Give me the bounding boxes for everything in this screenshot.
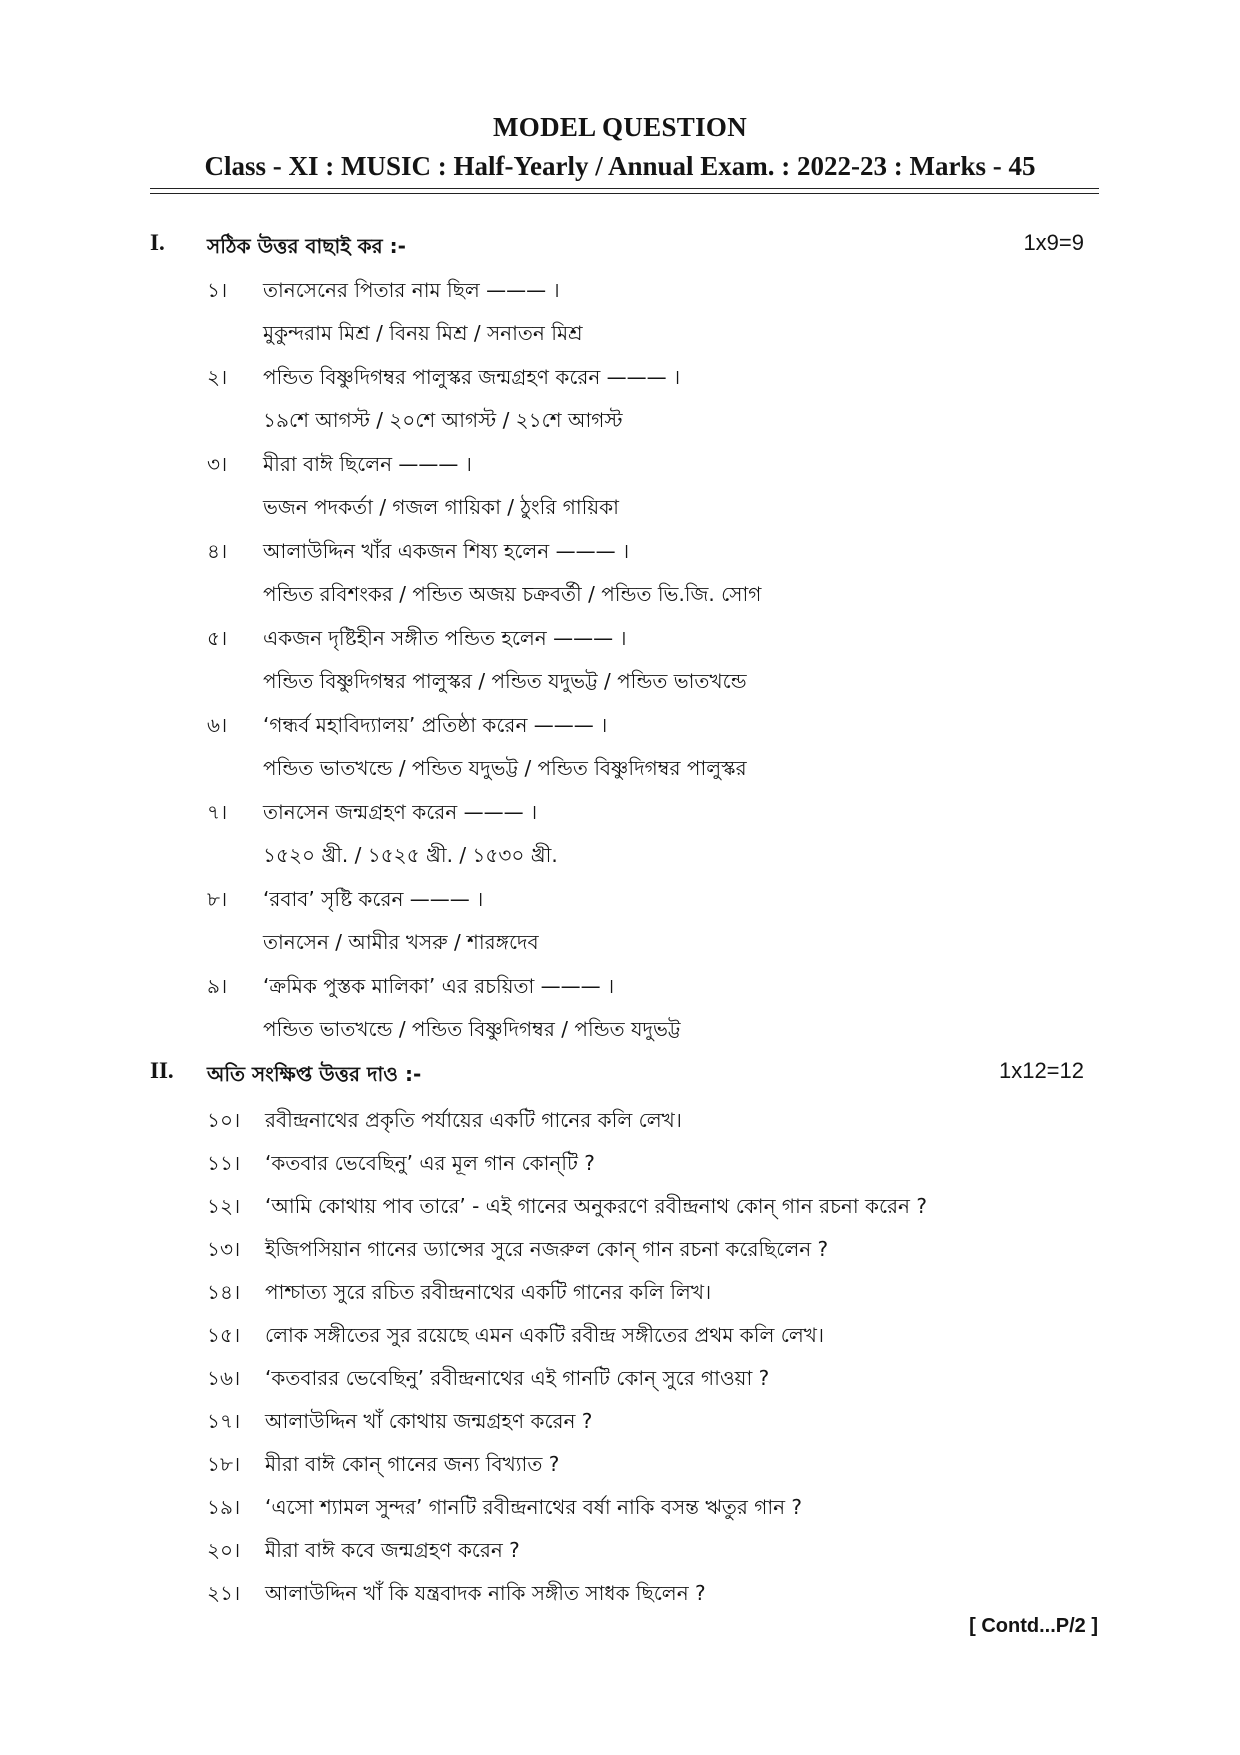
section-marks: 1x12=12 [998, 1058, 1084, 1083]
question-text: মীরা বাঈ কোন্‌ গানের জন্য বিখ্যাত ? [265, 1452, 560, 1476]
question-text: ইজিপসিয়ান গানের ড্যান্সের সুরে নজরুল কোন্‌ গান রচনা করেছিলেন ? [265, 1237, 829, 1261]
question-number: ১৪। [207, 1280, 241, 1304]
paper-title: MODEL QUESTION [492, 112, 747, 142]
question-text: পন্ডিত বিষ্ণুদিগম্বর পালুস্কর জন্মগ্রহণ করেন ——— । [263, 365, 681, 389]
question-options: পন্ডিত বিষ্ণুদিগম্বর পালুস্কর / পন্ডিত যদুভট্ট / পন্ডিত ভাতখন্ডে [263, 669, 747, 693]
question-number: ১০। [207, 1108, 241, 1132]
section-number: II. [150, 1058, 174, 1083]
question-number: ১২। [207, 1194, 241, 1218]
question-text: আলাউদ্দিন খাঁ কোথায় জন্মগ্রহণ করেন ? [265, 1409, 593, 1433]
question-number: ২। [207, 365, 228, 389]
question-number: ১৮। [207, 1452, 241, 1476]
question-number: ১৭। [207, 1409, 241, 1433]
question-number: ১৯। [207, 1495, 241, 1519]
question-text: রবীন্দ্রনাথের প্রকৃতি পর্যায়ের একটি গানের কলি লেখ। [265, 1108, 682, 1132]
question-text: ‘কতবার ভেবেছিনু’ এর মূল গান কোন্‌টি ? [265, 1151, 595, 1175]
question-options: পন্ডিত রবিশংকর / পন্ডিত অজয় চক্রবর্তী / পন্ডিত ভি.জি. সোগ [263, 582, 762, 606]
section-2-heading [150, 1058, 1090, 1092]
question-options: মুকুন্দরাম মিশ্র / বিনয় মিশ্র / সনাতন মিশ্র [263, 321, 583, 345]
question-text: ‘রবাব’ সৃষ্টি করেন ——— । [263, 887, 484, 911]
question-text: ‘ক্রমিক পুস্তক মালিকা’ এর রচয়িতা ——— । [263, 974, 615, 998]
question-number: ৬। [207, 713, 228, 737]
question-number: ৪। [207, 539, 228, 563]
question-text: ‘গন্ধর্ব মহাবিদ্যালয়’ প্রতিষ্ঠা করেন ——— । [263, 713, 608, 737]
question-number: ৭। [207, 800, 228, 824]
section-1-heading [150, 230, 1090, 264]
question-text: ‘কতবারর ভেবেছিনু’ রবীন্দ্রনাথের এই গানটি কোন্‌ সুরে গাওয়া ? [265, 1366, 770, 1390]
question-text: লোক সঙ্গীতের সুর রয়েছে এমন একটি রবীন্দ্র সঙ্গীতের প্রথম কলি লেখ। [265, 1323, 825, 1347]
question-text: ‘এসো শ্যামল সুন্দর’ গানটি রবীন্দ্রনাথের বর্ষা নাকি বসন্ত ঋতুর গান ? [265, 1495, 803, 1519]
paper-subtitle: Class - XI : MUSIC : Half-Yearly / Annual Exam. : 2022-23 : Marks - 45 [204, 151, 1036, 181]
question-number: ৯। [207, 974, 228, 998]
section-number: I. [150, 230, 165, 255]
section-title: অতি সংক্ষিপ্ত উত্তর দাও :- [207, 1062, 422, 1086]
question-number: ১৬। [207, 1366, 241, 1390]
continued-note: [ Contd...P/2 ] [969, 1615, 1098, 1637]
header-divider-top [150, 188, 1099, 189]
question-text: তানসেনের পিতার নাম ছিল ——— । [263, 278, 560, 302]
question-options: ১৯শে আগস্ট / ২০শে আগস্ট / ২১শে আগস্ট [263, 408, 623, 432]
question-number: ১৩। [207, 1237, 241, 1261]
question-number: ১। [207, 278, 228, 302]
question-number: ৩। [207, 452, 228, 476]
question-text: পাশ্চাত্য সুরে রচিত রবীন্দ্রনাথের একটি গানের কলি লিখ। [265, 1280, 712, 1304]
question-text: মীরা বাঈ কবে জন্মগ্রহণ করেন ? [265, 1538, 520, 1562]
question-number: ৮। [207, 887, 228, 911]
question-number: ২০। [207, 1538, 241, 1562]
question-number: ৫। [207, 626, 228, 650]
question-text: একজন দৃষ্টিহীন সঙ্গীত পন্ডিত হলেন ——— । [263, 626, 627, 650]
question-text: ‘আমি কোথায় পাব তারে’ - এই গানের অনুকরণে রবীন্দ্রনাথ কোন্‌ গান রচনা করেন ? [265, 1194, 927, 1218]
question-options: ভজন পদকর্তা / গজল গায়িকা / ঠুংরি গায়িকা [263, 495, 619, 519]
question-options: তানসেন / আমীর খসরু / শারঙ্গদেব [263, 930, 539, 954]
question-options: পন্ডিত ভাতখন্ডে / পন্ডিত যদুভট্ট / পন্ডিত বিষ্ণুদিগম্বর পালুস্কর [263, 756, 747, 780]
question-number: ১৫। [207, 1323, 241, 1347]
question-text: মীরা বাঈ ছিলেন ——— । [263, 452, 472, 476]
question-text: আলাউদ্দিন খাঁর একজন শিষ্য হলেন ——— । [263, 539, 630, 563]
section-title: সঠিক উত্তর বাছাই কর :- [207, 234, 406, 258]
question-options: পন্ডিত ভাতখন্ডে / পন্ডিত বিষ্ণুদিগম্বর / পন্ডিত যদুভট্ট [263, 1017, 681, 1041]
question-number: ২১। [207, 1581, 241, 1605]
question-number: ১১। [207, 1151, 241, 1175]
section-marks: 1x9=9 [1023, 230, 1084, 255]
question-text: আলাউদ্দিন খাঁ কি যন্ত্রবাদক নাকি সঙ্গীত সাধক ছিলেন ? [265, 1581, 706, 1605]
header-divider-bottom [150, 193, 1099, 194]
question-options: ১৫২০ খ্রী. / ১৫২৫ খ্রী. / ১৫৩০ খ্রী. [263, 843, 558, 867]
question-text: তানসেন জন্মগ্রহণ করেন ——— । [263, 800, 538, 824]
